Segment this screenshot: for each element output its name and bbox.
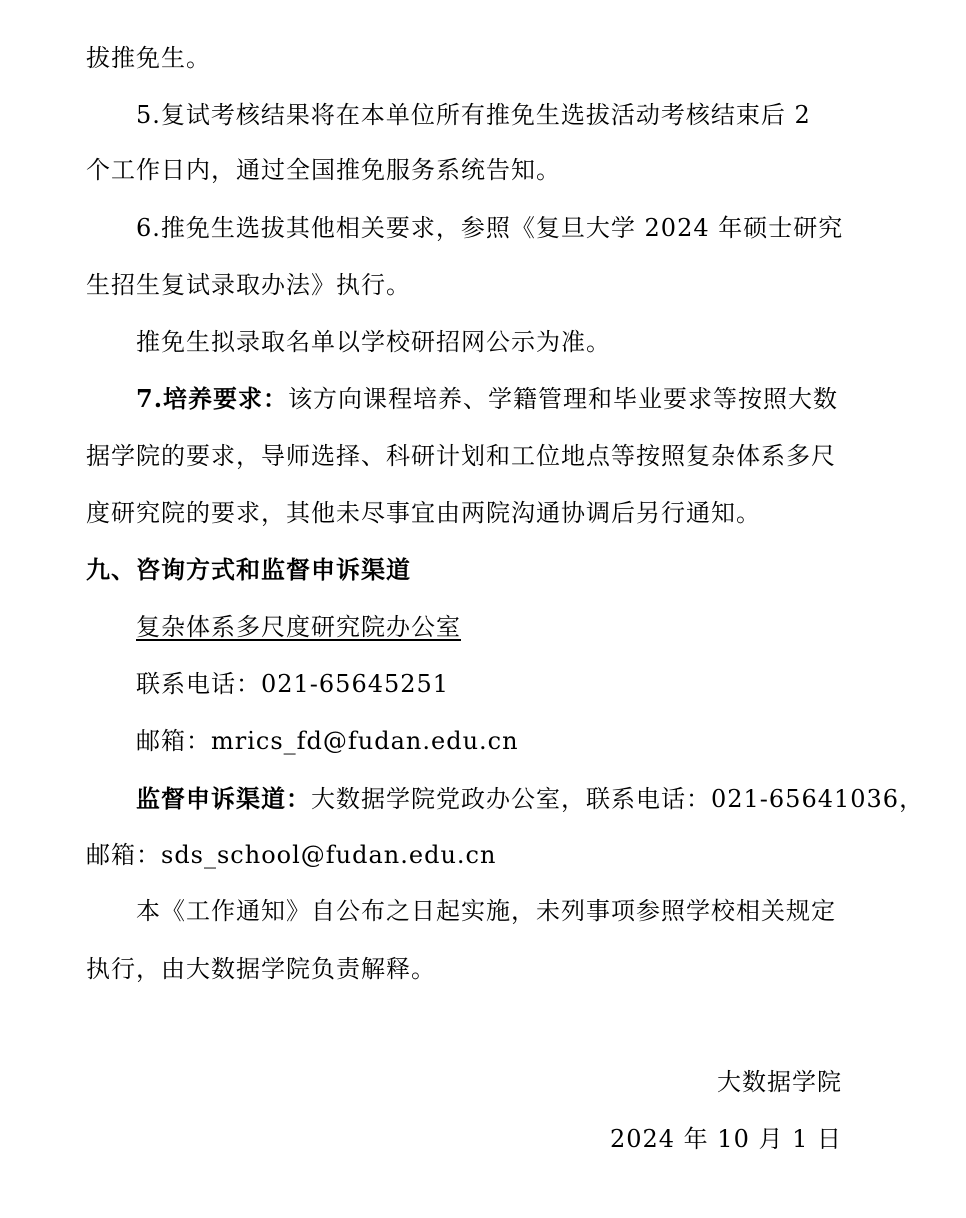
supervision-text: 大数据学院党政办公室，联系电话：021-65641036， xyxy=(311,785,925,813)
supervision-line-1 xyxy=(136,783,925,815)
date: 2024 年 10 月 1 日 xyxy=(609,1125,842,1153)
supervision-email: 邮箱：sds_school@fudan.edu.cn xyxy=(86,841,497,869)
contact-email: 邮箱：mrics_fd@fudan.edu.cn xyxy=(136,727,519,755)
text-line: 拔推免生。 xyxy=(86,44,211,72)
item-7-line-2: 据学院的要求，导师选择、科研计划和工位地点等按照复杂体系多尺 xyxy=(86,442,836,470)
closing-line-2: 执行，由大数据学院负责解释。 xyxy=(86,955,436,983)
admission-notice-line: 推免生拟录取名单以学校研招网公示为准。 xyxy=(136,328,611,356)
item-6-line-1: 6.推免生选拔其他相关要求，参照《复旦大学 2024 年硕士研究 xyxy=(136,214,844,242)
item-7-label: 7.培养要求： xyxy=(136,384,289,413)
item-7-line-3: 度研究院的要求，其他未尽事宜由两院沟通协调后另行通知。 xyxy=(86,499,761,527)
supervision-label: 监督申诉渠道： xyxy=(136,784,311,813)
office-line xyxy=(136,611,846,643)
office-link[interactable]: 复杂体系多尺度研究院办公室 xyxy=(136,613,461,641)
item-5-line-1: 5.复试考核结果将在本单位所有推免生选拔活动考核结束后 2 xyxy=(136,101,811,129)
item-6-line-2: 生招生复试录取办法》执行。 xyxy=(86,271,411,299)
item-7-line-1 xyxy=(136,383,846,415)
item-5-line-2: 个工作日内，通过全国推免服务系统告知。 xyxy=(86,156,561,184)
closing-line-1: 本《工作通知》自公布之日起实施，未列事项参照学校相关规定 xyxy=(136,897,836,925)
section-heading: 九、咨询方式和监督申诉渠道 xyxy=(86,555,411,584)
item-7-text: 该方向课程培养、学籍管理和毕业要求等按照大数 xyxy=(288,385,839,413)
contact-phone: 联系电话：021-65645251 xyxy=(136,670,450,698)
signature: 大数据学院 xyxy=(717,1068,842,1096)
